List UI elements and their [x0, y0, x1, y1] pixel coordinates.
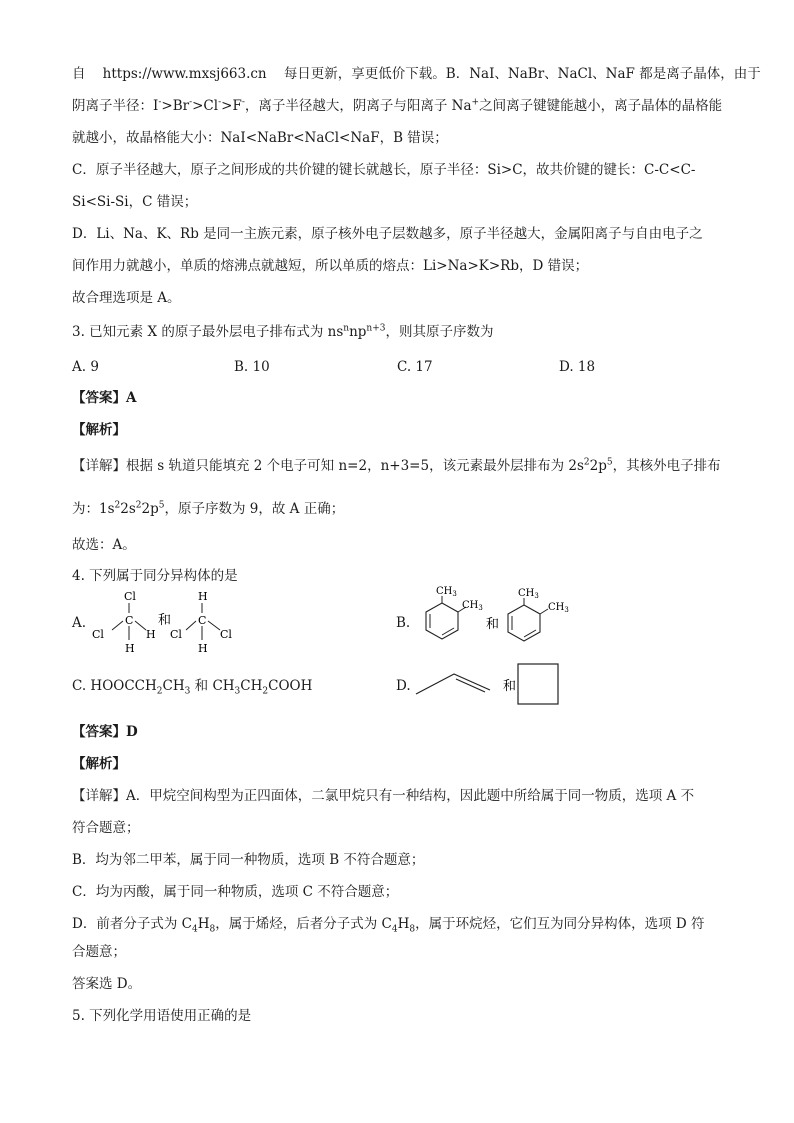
question-4-stem: 4. 下列属于同分异构体的是 [72, 568, 238, 584]
svg-text:Cl: Cl [124, 590, 136, 603]
svg-text:CH3: $CH_3$ [436, 586, 457, 598]
o-xylene-structure-2 [508, 588, 569, 641]
question-4-detail-line-7: 答案选 D。 [72, 976, 142, 992]
text-line-7: 间作用力就越小，单质的熔沸点就越短，所以单质的熔点：Li>Na>K>Rb，D 错误； [72, 258, 589, 274]
question-4-detail-line-1: 【详解】A．甲烷空间构型为正四面体，二氯甲烷只有一种结构，因此题中所给属于同一物质，选项 A 不 [72, 788, 695, 804]
question-4-option-a-structures [86, 588, 256, 658]
question-4-analysis-heading: 【解析】 [72, 756, 126, 772]
question-4-detail-line-2: 符合题意； [72, 820, 140, 836]
and-text: 和 [503, 679, 517, 694]
svg-text:Cl: Cl [220, 628, 232, 641]
question-3-option-a: A. 9 [72, 359, 99, 375]
question-3-option-b: B. 10 [234, 359, 270, 375]
butene-skeletal-structure [416, 674, 490, 694]
question-3-analysis-heading: 【解析】 [72, 422, 126, 438]
svg-text:C: C [198, 614, 207, 627]
text-line-5: Si<Si-Si，C 错误； [72, 194, 198, 210]
question-4-answer: 【答案】D [72, 724, 138, 740]
question-4-option-b-label: B. [396, 615, 411, 631]
svg-text:H: H [198, 590, 208, 603]
question-4-detail-line-6: 合题意； [72, 944, 126, 960]
text-line-2: 阴离子半径：I->Br->Cl->F-，离子半径越大，阴离子与阳离子 Na+之间离子键键能越小，离子晶体的晶格能 [72, 97, 723, 114]
question-4-detail-line-5: D．前者分子式为 $C_4H_8$，属于烯烃，后者分子式为 $C_4H_8$，属于环烷烃，它们互为同分异构体，选项 D 符 [72, 916, 705, 935]
dichloromethane-structure-1 [92, 590, 156, 655]
question-3-stem: 3. 已知元素 X 的原子最外层电子排布式为 $ns^nnp^{n+3}$，则其原子序数为 [72, 323, 494, 340]
dichloromethane-structure-2 [170, 590, 232, 655]
svg-text:CH3: $CH_3$ [548, 602, 569, 614]
svg-text:H: H [198, 642, 208, 655]
svg-text:Cl: Cl [92, 628, 104, 641]
question-5-stem: 5. 下列化学用语使用正确的是 [72, 1008, 252, 1024]
question-3-answer: 【答案】A [72, 390, 137, 406]
svg-text:C: C [125, 614, 134, 627]
svg-text:Cl: Cl [170, 628, 182, 641]
text-line-1: 自 https://www.mxsj663.cn 每日更新，享更低价下载。B．NaI、NaBr、NaCl、NaF 都是离子晶体，由于 [72, 66, 761, 82]
and-text: 和 [158, 613, 172, 628]
question-4-option-d-structures [412, 660, 572, 710]
question-3-option-d: D. 18 [559, 359, 596, 375]
text-line-6: D．Li、Na、K、Rb 是同一主族元素，原子核外电子层数越多，原子半径越大，金属阳离子与自由电子之 [72, 226, 703, 242]
question-4-detail-line-3: B．均为邻二甲苯，属于同一种物质，选项 B 不符合题意； [72, 852, 425, 868]
question-3-detail-line-2: 为：$1s^22s^22p^5$，原子序数为 9，故 A 正确； [72, 500, 345, 517]
question-3-detail-line-1: 【详解】根据 s 轨道只能填充 2 个电子可知 n=2，n+3=5，该元素最外层排布为 $2s^22p^5$，其核外电子排布 [72, 457, 721, 474]
cyclobutane-structure [518, 664, 558, 704]
svg-text:CH3: $CH_3$ [518, 588, 539, 600]
and-text: 和 [486, 617, 500, 632]
svg-text:CH3: $CH_3$ [462, 600, 483, 612]
o-xylene-structure-1 [426, 586, 483, 639]
question-4-option-a-label: A. [72, 615, 87, 631]
text-line-8: 故合理选项是 A。 [72, 290, 181, 306]
question-4-detail-line-4: C．均为丙酸，属于同一种物质，选项 C 不符合题意； [72, 884, 399, 900]
svg-text:H: H [146, 628, 156, 641]
question-4-option-d-label: D. [396, 678, 411, 694]
question-4-option-c: C. $HOOCCH_2CH_3$ 和 $CH_3CH_2COOH$ [72, 678, 313, 697]
question-3-option-c: C. 17 [397, 359, 433, 375]
text-line-3: 就越小，故晶格能大小：NaI<NaBr<NaCl<NaF，B 错误； [72, 130, 448, 146]
watermark-url: https://www.mxsj663.cn [102, 66, 267, 82]
question-3-conclusion: 故选：A。 [72, 537, 136, 553]
text-line-4: C．原子半径越大，原子之间形成的共价键的键长就越长，原子半径：Si>C，故共价键的键长：C-C<C- [72, 162, 696, 178]
question-4-option-b-structures [408, 586, 578, 658]
svg-text:H: H [125, 642, 135, 655]
